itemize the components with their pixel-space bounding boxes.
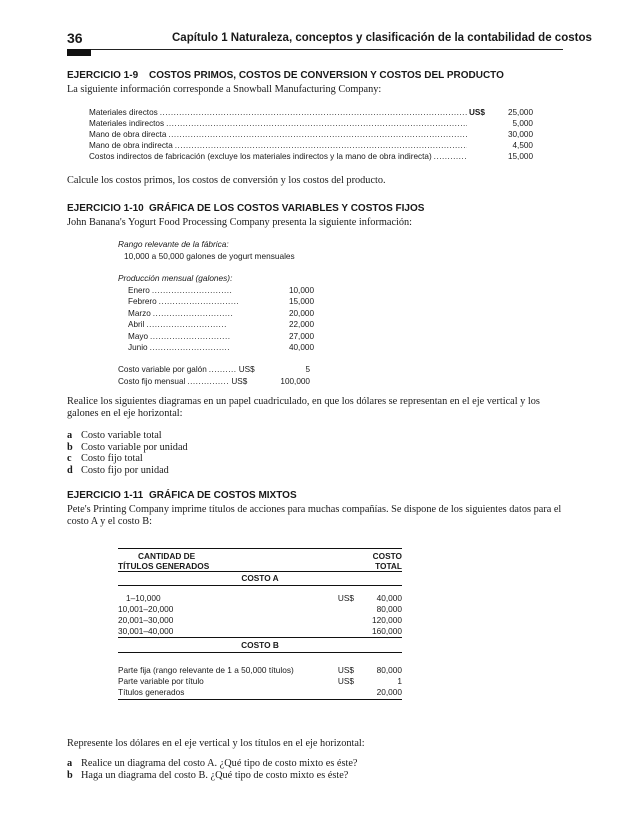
exercise-1-9-question: Calcule los costos primos, los costos de conversión y los costos del producto.: [67, 175, 386, 186]
cost-item-label: Mano de obra indirecta: [89, 141, 173, 150]
value-cell: 80,000: [376, 604, 402, 614]
month-label: Enero: [128, 285, 150, 295]
cost-item: [89, 150, 533, 161]
leader-dots: [150, 343, 230, 352]
col-quantity-line2: TÍTULOS GENERADOS: [118, 561, 210, 571]
task-text: Costo variable total: [81, 430, 162, 441]
task-item: [67, 453, 188, 465]
task-text: Realice un diagrama del costo A. ¿Qué tipo de costo mixto es éste?: [81, 758, 358, 769]
month-label: Abril: [128, 320, 145, 329]
range-value: 10,000 a 50,000 galones de yogurt mensuales: [124, 251, 295, 261]
task-letter: a: [67, 758, 73, 769]
header-block-mark: [67, 49, 91, 56]
table-header: [118, 548, 402, 572]
leader-dots: [166, 119, 467, 128]
value-cell: 40,000: [376, 593, 402, 603]
task-item: [67, 465, 188, 477]
leader-dots: [152, 286, 232, 295]
header-rule: [67, 49, 563, 50]
month-value: 27,000: [288, 331, 314, 341]
production-label: Producción mensual (galones):: [118, 273, 233, 283]
cost-item-value: 15,000: [507, 152, 533, 161]
unit-cost-label: Costo variable por galón: [118, 365, 207, 374]
exercise-1-10-tasks: [67, 430, 188, 476]
unit-costs-list: [118, 362, 310, 386]
mixed-cost-table: [118, 548, 402, 700]
table-row: [118, 615, 402, 626]
task-letter: b: [67, 441, 73, 453]
month-label: Junio: [128, 343, 148, 352]
month-row: [128, 329, 314, 341]
exercise-1-10-heading: [67, 203, 424, 214]
leader-dots: [434, 152, 467, 161]
range-cell: 10,001–20,000: [118, 604, 174, 614]
range-label: Rango relevante de la fábrica:: [118, 239, 229, 249]
currency: US$: [469, 108, 485, 117]
task-item: [67, 758, 358, 770]
task-text: Costo variable por unidad: [81, 441, 188, 453]
task-text: Costo fijo total: [81, 453, 143, 464]
leader-dots: [159, 297, 239, 306]
table-row: [118, 665, 402, 676]
exercise-1-11-instruction: Represente los dólares en el eje vertical y los títulos en el eje horizontal:: [67, 738, 365, 749]
monthly-production-list: [128, 283, 314, 352]
cost-item: [89, 128, 533, 139]
month-value: 15,000: [288, 297, 314, 306]
value-cell: 120,000: [372, 615, 402, 625]
task-letter: b: [67, 769, 73, 781]
cost-item-value: 4,500: [512, 141, 533, 150]
month-label: Marzo: [128, 308, 151, 318]
table-row: [118, 604, 402, 615]
leader-dots: [209, 365, 237, 374]
exercise-number: EJERCICIO 1-11: [67, 490, 144, 501]
value-cell: 80,000: [376, 665, 402, 675]
cost-item-label: Materiales indirectos: [89, 119, 165, 128]
table-row: [118, 626, 402, 637]
cost-a-label: COSTO A: [118, 572, 402, 586]
leader-dots: [160, 108, 467, 117]
value-cell: 1: [397, 676, 402, 686]
exercise-1-9-intro: La siguiente información corresponde a Snowball Manufacturing Company:: [67, 84, 382, 95]
range-cell: 30,001–40,000: [118, 626, 174, 636]
value-cell: 20,000: [376, 687, 402, 697]
unit-cost-row: [118, 374, 310, 386]
value-cell: 160,000: [372, 626, 402, 636]
currency: US$: [231, 377, 248, 386]
label-cell: Parte fija (rango relevante de 1 a 50,000 títulos): [118, 665, 294, 675]
range-cell: 1–10,000: [126, 593, 161, 603]
leader-dots: [146, 320, 226, 329]
exercise-1-9-cost-list: [89, 106, 533, 161]
exercise-title: GRÁFICA DE LOS COSTOS VARIABLES Y COSTOS FIJOS: [149, 203, 425, 214]
cost-item: [89, 106, 533, 117]
cost-item-label: Costos indirectos de fabricación (excluye los materiales indirectos y la mano de obra indirecta): [89, 152, 432, 161]
exercise-1-11-intro: Pete's Printing Company imprime títulos de acciones para muchas compañías. Se dispone de los siguientes datos para el costo A y el costo B:: [67, 504, 562, 527]
leader-dots: [175, 141, 467, 150]
table-row: [118, 593, 402, 604]
cost-item-value: 25,000: [507, 108, 533, 117]
month-label: Febrero: [128, 297, 157, 306]
label-cell: Parte variable por título: [118, 676, 204, 686]
month-row: [128, 318, 314, 330]
exercise-number: EJERCICIO 1-10: [67, 203, 144, 214]
month-value: 20,000: [288, 308, 314, 318]
table-row: [118, 687, 402, 700]
unit-cost-value: 5: [305, 365, 310, 374]
currency-cell: US$: [337, 665, 354, 675]
leader-dots: [153, 309, 233, 318]
month-row: [128, 341, 314, 353]
task-letter: c: [67, 453, 72, 464]
exercise-1-11-tasks: [67, 758, 358, 781]
month-value: 40,000: [288, 343, 314, 352]
leader-dots: [150, 332, 230, 341]
col-quantity-line1: CANTIDAD DE: [138, 551, 196, 561]
task-text: Costo fijo por unidad: [81, 464, 169, 476]
running-head: Capítulo 1 Naturaleza, conceptos y clasificación de la contabilidad de costos: [172, 32, 592, 44]
cost-item: [89, 117, 533, 128]
cost-b-label: COSTO B: [118, 637, 402, 653]
cost-item-label: Mano de obra directa: [89, 130, 167, 139]
task-text: Haga un diagrama del costo B. ¿Qué tipo de costo mixto es éste?: [81, 769, 349, 781]
exercise-title: GRÁFICA DE COSTOS MIXTOS: [149, 490, 297, 501]
task-letter: a: [67, 430, 73, 441]
unit-cost-value: 100,000: [280, 377, 310, 386]
currency-cell: US$: [337, 593, 354, 603]
table-row: [118, 676, 402, 687]
month-value: 10,000: [288, 285, 314, 295]
page-number: 36: [67, 30, 83, 46]
exercise-1-11-heading: [67, 490, 297, 501]
month-label: Mayo: [128, 331, 149, 341]
exercise-1-9-heading: [67, 70, 504, 81]
currency-cell: US$: [337, 676, 354, 686]
col-cost-line1: COSTO: [372, 551, 402, 561]
month-value: 22,000: [288, 320, 314, 329]
task-item: [67, 430, 188, 442]
leader-dots: [168, 130, 467, 139]
cost-item: [89, 139, 533, 150]
exercise-number: EJERCICIO 1-9: [67, 70, 139, 81]
currency: US$: [238, 365, 255, 374]
cost-item-label: Materiales directos: [89, 108, 158, 117]
range-cell: 20,001–30,000: [118, 615, 174, 625]
month-row: [128, 306, 314, 318]
task-letter: d: [67, 464, 73, 476]
month-row: [128, 295, 314, 307]
unit-cost-row: [118, 362, 310, 374]
exercise-title: COSTOS PRIMOS, COSTOS DE CONVERSION Y COSTOS DEL PRODUCTO: [149, 70, 504, 81]
task-item: [67, 442, 188, 454]
exercise-1-10-intro: John Banana's Yogurt Food Processing Company presenta la siguiente información:: [67, 217, 413, 228]
cost-item-value: 30,000: [507, 130, 533, 139]
unit-cost-label: Costo fijo mensual: [118, 377, 186, 386]
cost-item-value: 5,000: [512, 119, 533, 128]
exercise-1-10-instruction: Realice los siguientes diagramas en un papel cuadriculado, en que los dólares se representan en el eje vertical y los galones en el eje horizontal:: [67, 396, 540, 419]
col-cost-line2: TOTAL: [375, 561, 402, 571]
month-row: [128, 283, 314, 295]
leader-dots: [187, 377, 229, 386]
task-item: [67, 770, 358, 782]
label-cell: Títulos generados: [118, 687, 185, 697]
